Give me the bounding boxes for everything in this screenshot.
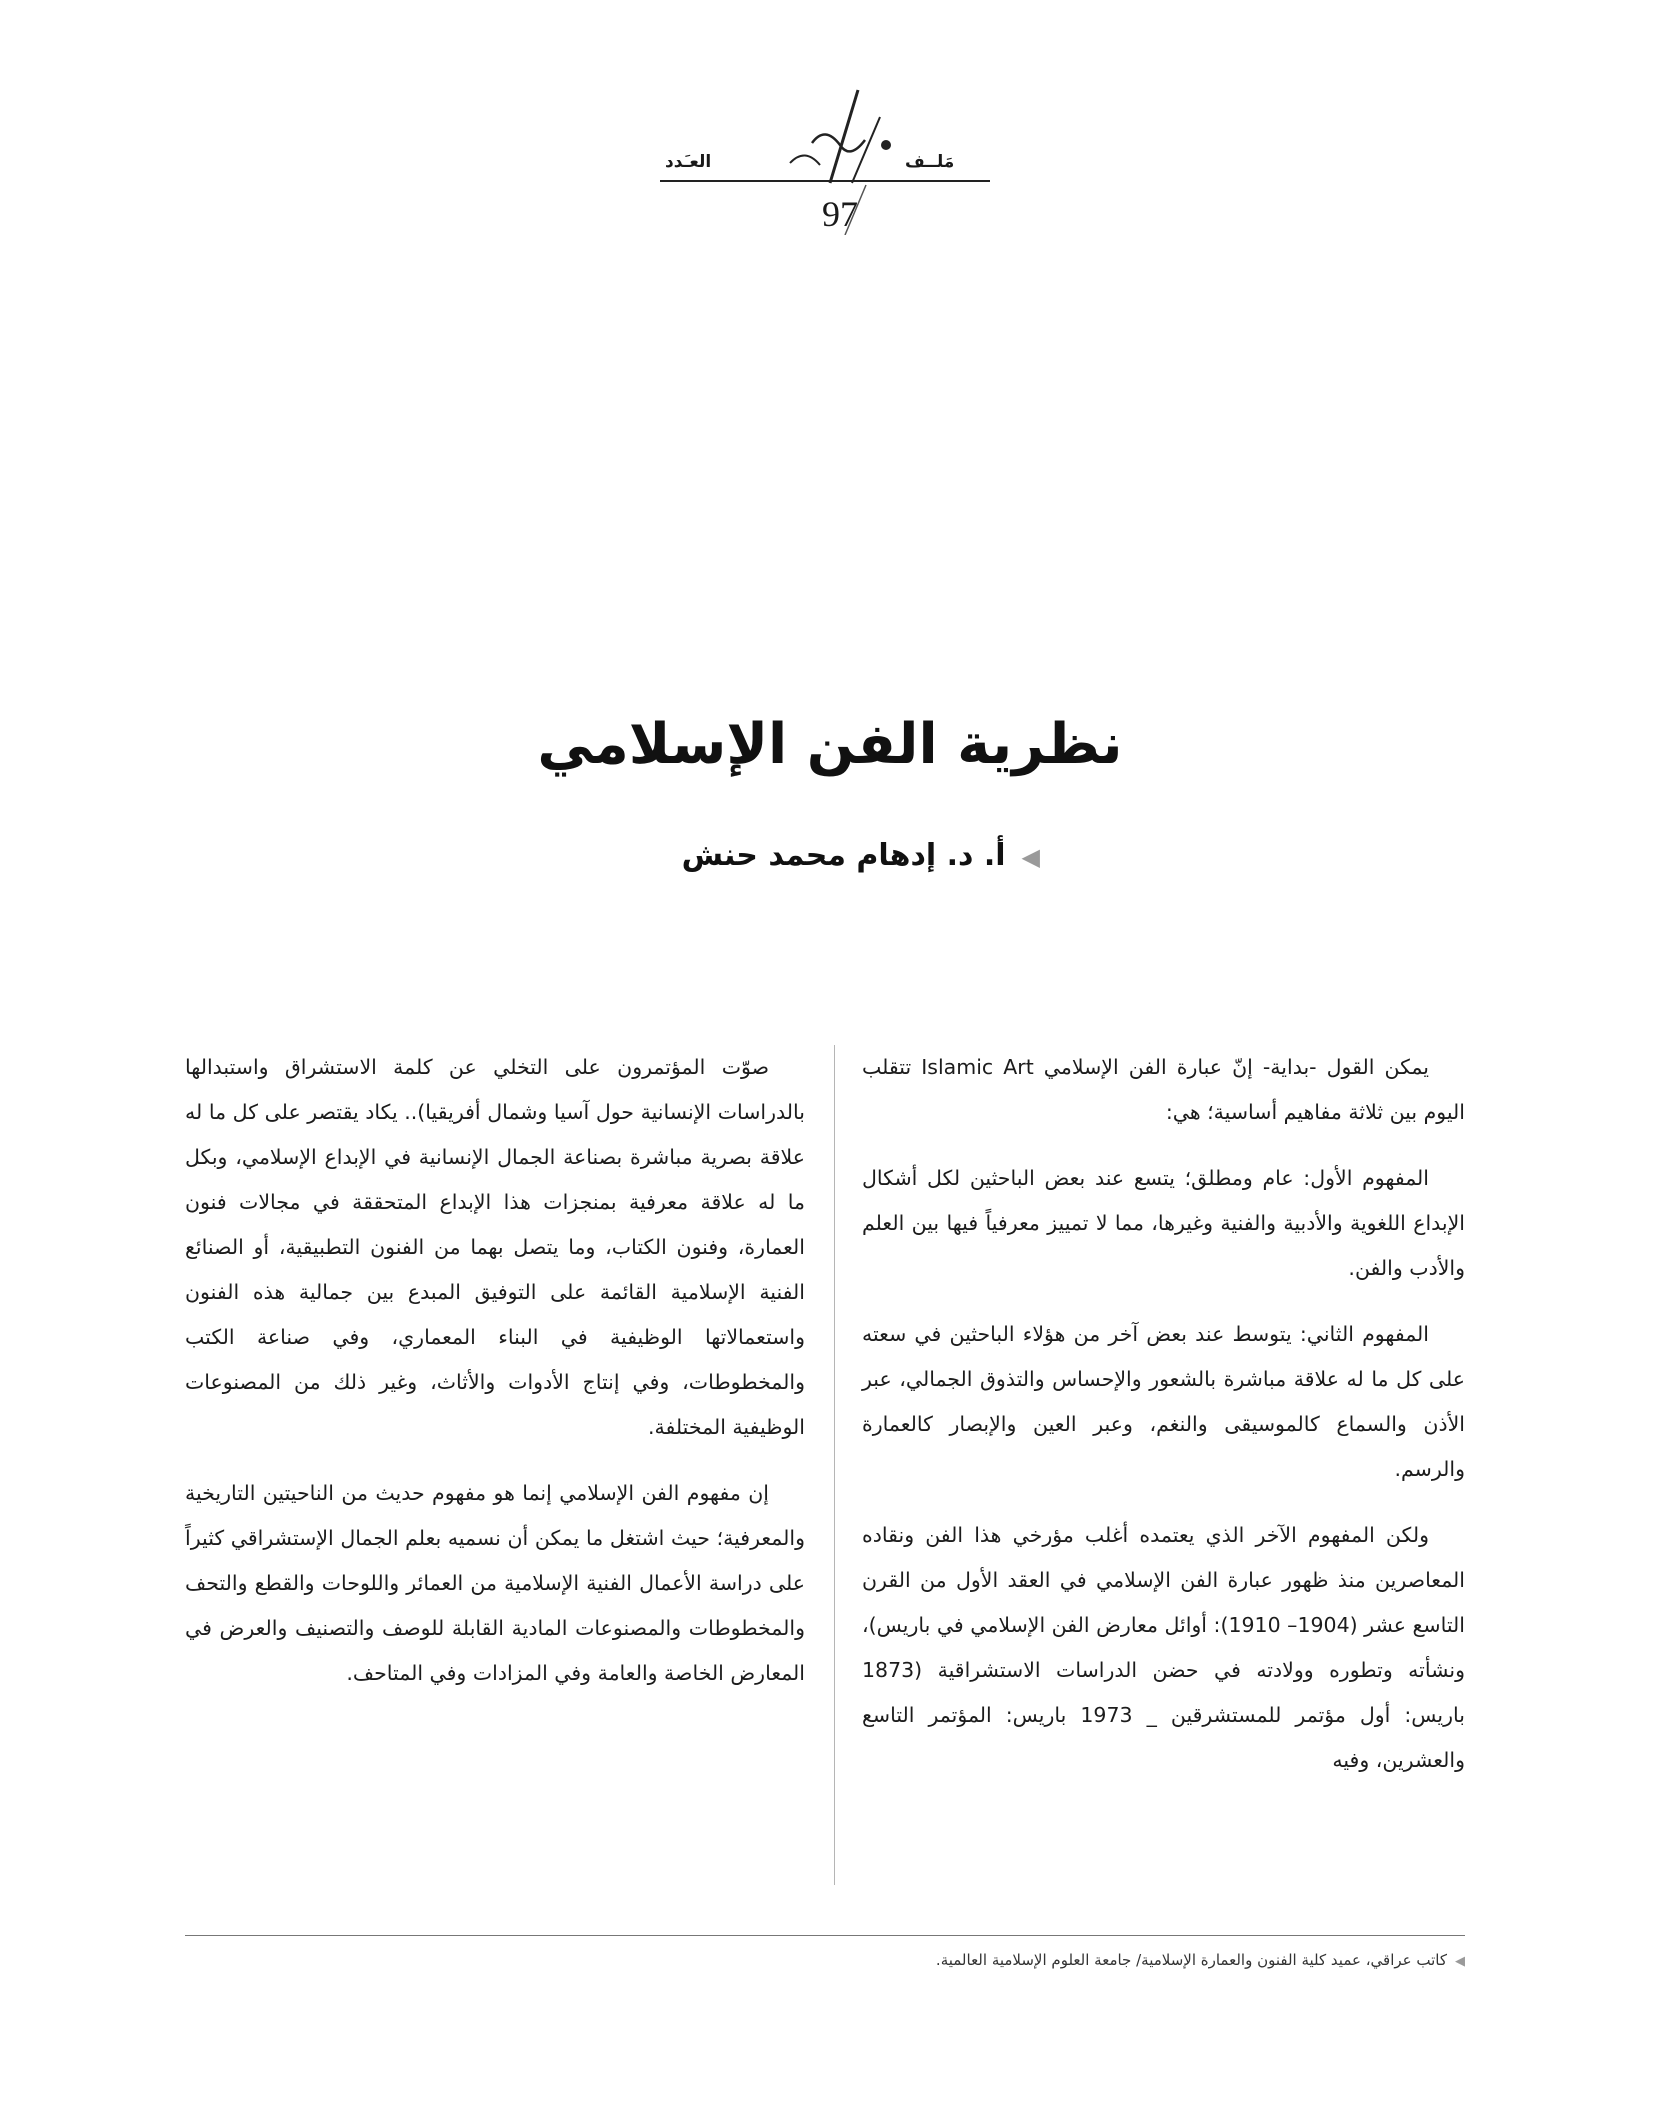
left-column <box>185 1045 805 1717</box>
author-name: أ. د. إدهام محمد حنش <box>681 838 1006 873</box>
paragraph: المفهوم الأول: عام ومطلق؛ يتسع عند بعض الباحثين لكل أشكال الإبداع اللغوية والأدبية والفنية وغيرها، مما لا تمييز معرفياً فيها بين العلم والأدب والفن. <box>862 1166 1465 1280</box>
section-label-file: مَلــف <box>905 152 955 172</box>
author-line <box>560 838 1040 873</box>
section-label-issue: العـَدد <box>665 152 712 172</box>
page-number: 97 <box>822 194 858 234</box>
header-rule <box>660 180 990 182</box>
triangle-marker-icon: ◀ <box>1021 842 1040 871</box>
triangle-marker-icon: ◀ <box>1455 1954 1465 1969</box>
footnote-text: كاتب عراقي، عميد كلية الفنون والعمارة الإسلامية/ جامعة العلوم الإسلامية العالمية. <box>935 1951 1447 1969</box>
paragraph: صوّت المؤتمرون على التخلي عن كلمة الاستشراق واستبدالها بالدراسات الإنسانية حول آسيا وشمال أفريقيا).. يكاد يقتصر على كل ما له علاقة بصرية مباشرة بصناعة الجمال الإنسانية في الإبداع الإسلامي، وبكل ما له علاقة معرفية بمنجزات هذا الإبداع المتحققة في مجالات فنون العمارة، وفنون الكتاب، وما يتصل بهما من الفنون التطبيقية، أو الصنائع الفنية الإسلامية القائمة على التوفيق المبدع بين جمالية هذه الفنون واستعمالاتها الوظيفية في البناء المعماري، وفي صناعة الكتب والمخطوطات، وفي إنتاج الأدوات والأثاث، وغير ذلك من المصنوعات الوظيفية المختلفة. <box>185 1055 805 1439</box>
paragraph: المفهوم الثاني: يتوسط عند بعض آخر من هؤلاء الباحثين في سعته على كل ما له علاقة مباشرة بالشعور والإحساس والتذوق الجمالي، عبر الأذن والسماع كالموسيقى والنغم، وعبر العين والإبصار كالعمارة والرسم. <box>862 1322 1465 1481</box>
journal-header <box>640 85 1040 235</box>
article-title: نظرية الفن الإسلامي <box>537 712 1123 777</box>
footnote-rule <box>185 1935 1465 1936</box>
footnote <box>500 1951 1465 1969</box>
paragraph: إن مفهوم الفن الإسلامي إنما هو مفهوم حديث من الناحيتين التاريخية والمعرفية؛ حيث اشتغل ما يمكن أن نسميه بعلم الجمال الإستشراقي كثيراً على دراسة الأعمال الفنية الإسلامية من العمائر واللوحات والقطع والتحف والمخطوطات والمصنوعات المادية القابلة للوصف والتصنيف والعرض في المعارض الخاصة والعامة وفي المزادات وفي المتاحف. <box>185 1481 805 1685</box>
column-divider <box>834 1045 835 1885</box>
paragraph: ولكن المفهوم الآخر الذي يعتمده أغلب مؤرخي هذا الفن ونقاده المعاصرين منذ ظهور عبارة الفن الإسلامي في العقد الأول من القرن التاسع عشر (1904– 1910): أوائل معارض الفن الإسلامي في باريس)، ونشأته وتطوره وولادته في حضن الدراسات الاستشراقية (1873 باريس: أول مؤتمر للمستشرقين _ 1973 باريس: المؤتمر التاسع والعشرين، وفيه <box>862 1523 1465 1772</box>
paragraph: يمكن القول -بداية- إنّ عبارة الفن الإسلامي Islamic Art تتقلب اليوم بين ثلاثة مفاهيم أساسية؛ هي: <box>862 1055 1465 1124</box>
right-column <box>862 1045 1465 1804</box>
